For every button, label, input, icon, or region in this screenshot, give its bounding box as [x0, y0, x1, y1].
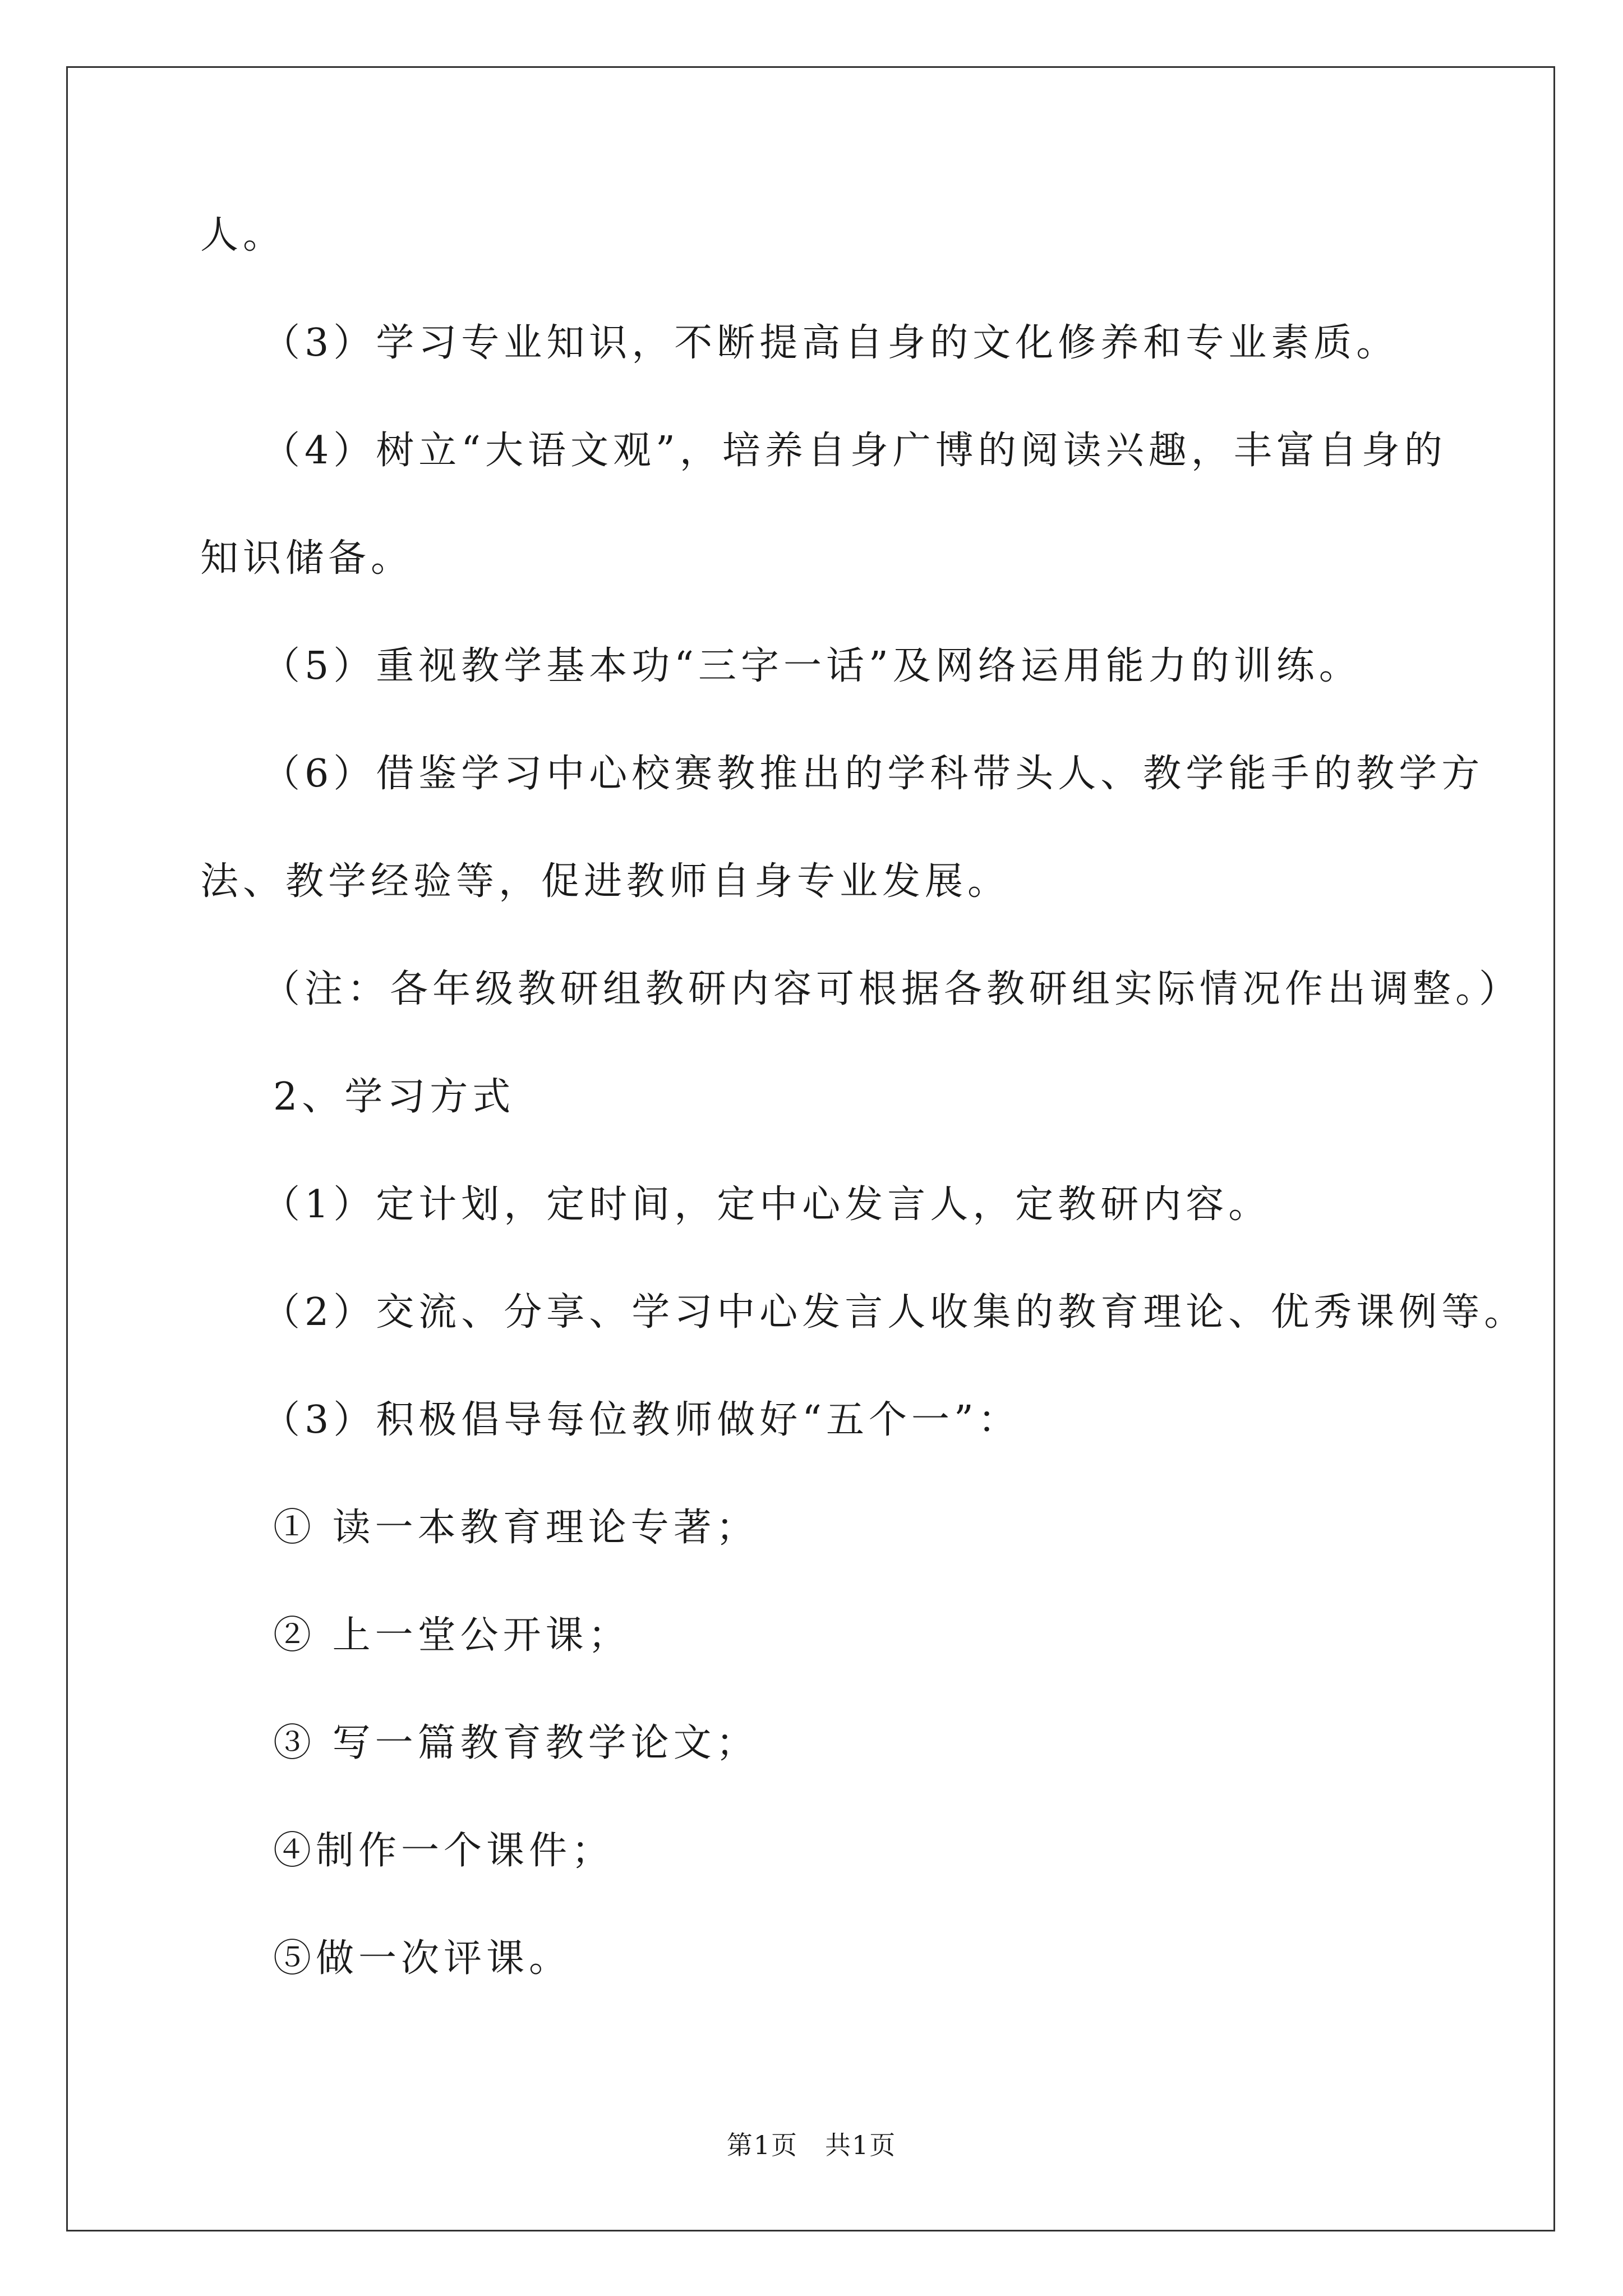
- list-item: ② 上一堂公开课；: [273, 1613, 631, 1658]
- text-line: （1）定计划，定时间，定中心发言人，定教研内容。: [262, 1182, 1271, 1227]
- text-line: 人。: [200, 213, 286, 257]
- page-number-footer: 第1页 共1页: [726, 2130, 897, 2160]
- text-line: （3）积极倡导每位教师做好“五个一”：: [262, 1398, 1021, 1442]
- text-line: 法、教学经验等，促进教师自身专业发展。: [200, 859, 1011, 904]
- text-line: 知识储备。: [200, 536, 414, 581]
- list-item: ⑤做一次评课。: [273, 1936, 572, 1981]
- text-line: （4）树立“大语文观”，培养自身广博的阅读兴趣，丰富自身的: [262, 429, 1447, 473]
- text-line: （5）重视教学基本功“三字一话”及网络运用能力的训练。: [262, 644, 1362, 688]
- page-border: [66, 66, 1555, 2231]
- text-line: （3）学习专业知识，不断提高自身的文化修养和专业素质。: [262, 321, 1399, 365]
- text-line: （6）借鉴学习中心校赛教推出的学科带头人、教学能手的教学方: [262, 752, 1484, 796]
- section-heading: 2、学习方式: [273, 1075, 515, 1119]
- list-item: ④制作一个课件；: [273, 1829, 615, 1873]
- list-item: ③ 写一篇教育教学论文；: [273, 1721, 759, 1765]
- text-line: （注：各年级教研组教研内容可根据各教研组实际情况作出调整。）: [262, 967, 1522, 1011]
- list-item: ① 读一本教育理论专著；: [273, 1506, 759, 1550]
- text-line: （2）交流、分享、学习中心发言人收集的教育理论、优秀课例等。: [262, 1290, 1527, 1335]
